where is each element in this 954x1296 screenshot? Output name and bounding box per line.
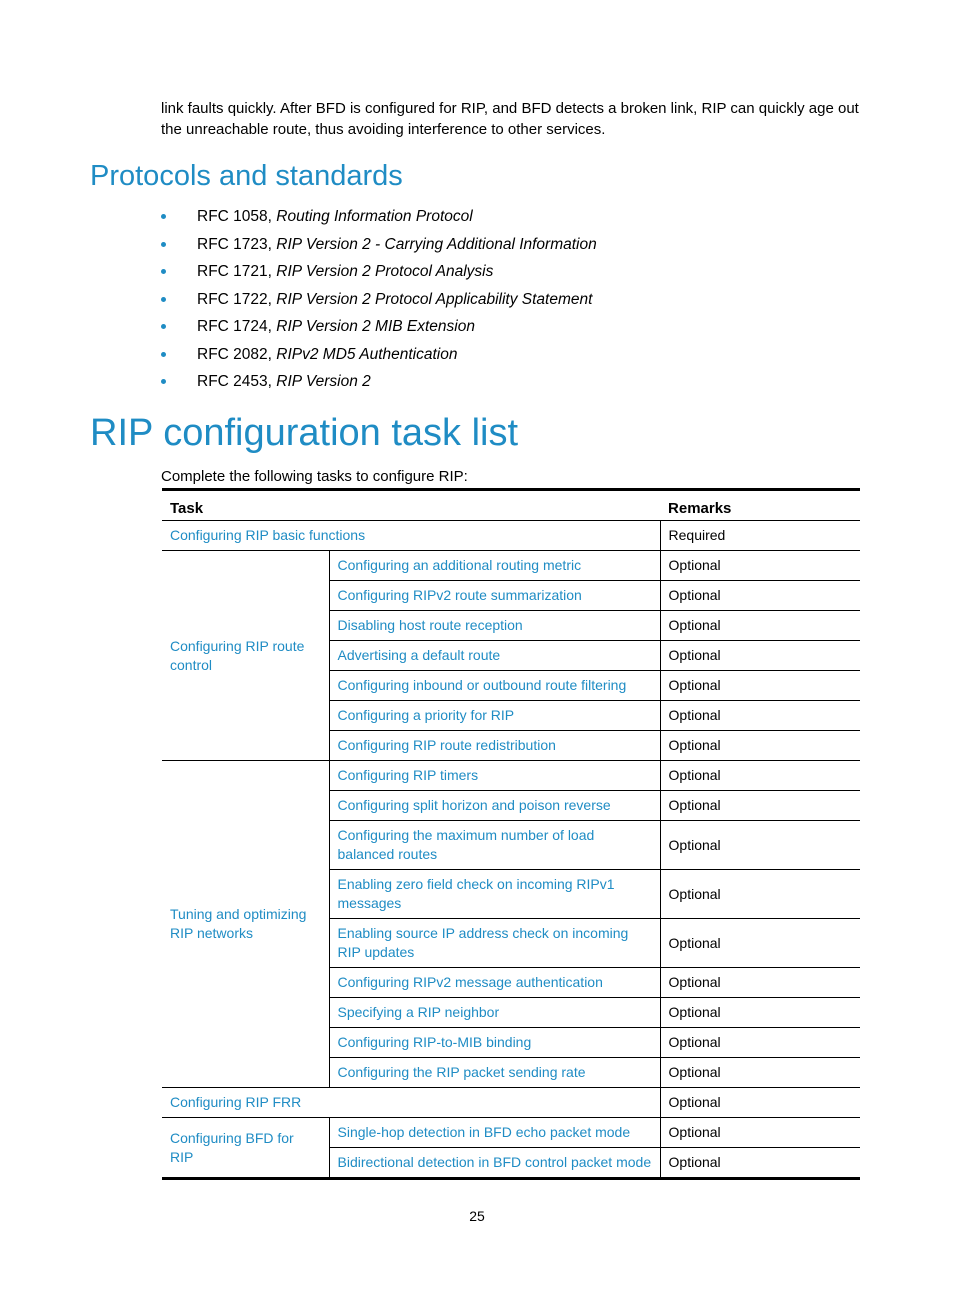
remark-cell: Optional — [660, 611, 860, 641]
remark-cell: Optional — [660, 761, 860, 791]
rfc-list — [161, 203, 841, 396]
rfc-item — [161, 368, 841, 396]
rfc-title: RIP Version 2 MIB Extension — [276, 318, 475, 335]
task-link[interactable]: Disabling host route reception — [337, 617, 523, 633]
task-link[interactable]: Bidirectional detection in BFD control packet mode — [337, 1154, 652, 1170]
table-row — [162, 761, 860, 791]
remark-cell: Optional — [660, 1148, 860, 1179]
bullet-icon — [161, 324, 166, 329]
task-link[interactable]: Enabling source IP address check on incoming RIP updates — [337, 925, 629, 960]
header-remarks: Remarks — [660, 490, 860, 521]
task-link[interactable]: Configuring RIP FRR — [170, 1094, 302, 1110]
remark-cell: Optional — [660, 998, 860, 1028]
rfc-title: RIPv2 MD5 Authentication — [276, 345, 458, 363]
task-link[interactable]: Configuring an additional routing metric — [337, 557, 582, 573]
rfc-number: RFC 2453, — [197, 373, 277, 390]
task-link[interactable]: Configuring RIP timers — [337, 767, 479, 783]
remark-cell: Optional — [660, 968, 860, 998]
task-link[interactable]: Configuring the RIP packet sending rate — [337, 1064, 586, 1080]
rfc-item — [161, 258, 841, 286]
rfc-item — [161, 203, 841, 231]
group-link[interactable]: Configuring RIP route control — [170, 637, 305, 673]
table-row — [162, 1118, 860, 1148]
rfc-item — [161, 286, 841, 314]
intro-paragraph: link faults quickly. After BFD is configured for RIP, and BFD detects a broken link, RIP can quickly age out the unreachable route, thus avoiding interference to other services. — [161, 100, 859, 138]
rfc-item — [161, 341, 841, 369]
rfc-title: Routing Information Protocol — [276, 208, 473, 225]
bullet-icon — [161, 242, 166, 247]
task-link[interactable]: Single-hop detection in BFD echo packet mode — [337, 1124, 631, 1140]
table-row — [162, 521, 860, 551]
task-link[interactable]: Advertising a default route — [337, 647, 501, 663]
section-heading: Protocols and standards — [90, 160, 403, 192]
bullet-icon — [161, 214, 166, 219]
task-link[interactable]: Configuring a priority for RIP — [337, 707, 515, 723]
remark-cell: Optional — [660, 791, 860, 821]
task-link[interactable]: Configuring RIPv2 message authentication — [337, 974, 603, 990]
rfc-item — [161, 313, 841, 341]
rfc-number: RFC 1721, — [197, 263, 277, 280]
remark-cell: Optional — [660, 919, 860, 968]
remark-cell: Optional — [660, 731, 860, 761]
remark-cell: Optional — [660, 1058, 860, 1088]
task-link[interactable]: Configuring split horizon and poison reverse — [337, 797, 611, 813]
rfc-number: RFC 1724, — [197, 318, 277, 335]
chapter-heading: RIP configuration task list — [90, 412, 519, 454]
page-number: 25 — [469, 1208, 485, 1224]
task-link[interactable]: Configuring RIP-to-MIB binding — [337, 1034, 532, 1050]
rfc-title: RIP Version 2 Protocol Analysis — [276, 263, 494, 280]
rfc-number: RFC 2082, — [197, 345, 277, 363]
task-link[interactable]: Enabling zero field check on incoming RIPv1 messages — [337, 876, 615, 911]
table-row — [162, 1088, 860, 1118]
rfc-title: RIP Version 2 — [276, 373, 371, 390]
lead-text: Complete the following tasks to configure RIP: — [161, 468, 468, 485]
table-row — [162, 551, 860, 581]
bullet-icon — [161, 297, 166, 302]
remark-cell: Optional — [660, 641, 860, 671]
group-link[interactable]: Configuring BFD for RIP — [170, 1129, 294, 1165]
remark-cell: Optional — [660, 581, 860, 611]
bullet-icon — [161, 269, 166, 274]
task-link[interactable]: Configuring the maximum number of load balanced routes — [337, 827, 595, 862]
remark-cell: Optional — [660, 1088, 860, 1118]
header-task: Task — [162, 490, 660, 521]
rfc-title: RIP Version 2 Protocol Applicability Statement — [276, 290, 593, 308]
task-link[interactable]: Configuring RIP basic functions — [170, 527, 366, 543]
remark-cell: Required — [660, 521, 860, 551]
task-table — [162, 488, 860, 1180]
remark-cell: Optional — [660, 671, 860, 701]
table-header-row — [162, 490, 860, 521]
remark-cell: Optional — [660, 821, 860, 870]
bullet-icon — [161, 352, 166, 357]
remark-cell: Optional — [660, 870, 860, 919]
remark-cell: Optional — [660, 551, 860, 581]
bullet-icon — [161, 379, 166, 384]
group-link[interactable]: Tuning and optimizing RIP networks — [170, 906, 307, 941]
rfc-number: RFC 1058, — [197, 208, 277, 225]
task-link[interactable]: Configuring RIPv2 route summarization — [337, 587, 582, 603]
rfc-number: RFC 1722, — [197, 290, 277, 308]
rfc-number: RFC 1723, — [197, 235, 277, 253]
task-link[interactable]: Configuring inbound or outbound route filtering — [337, 677, 627, 693]
remark-cell: Optional — [660, 1028, 860, 1058]
task-link[interactable]: Specifying a RIP neighbor — [337, 1004, 500, 1020]
rfc-item — [161, 231, 841, 259]
remark-cell: Optional — [660, 1118, 860, 1148]
rfc-title: RIP Version 2 - Carrying Additional Information — [276, 235, 597, 253]
task-link[interactable]: Configuring RIP route redistribution — [337, 737, 556, 753]
remark-cell: Optional — [660, 701, 860, 731]
